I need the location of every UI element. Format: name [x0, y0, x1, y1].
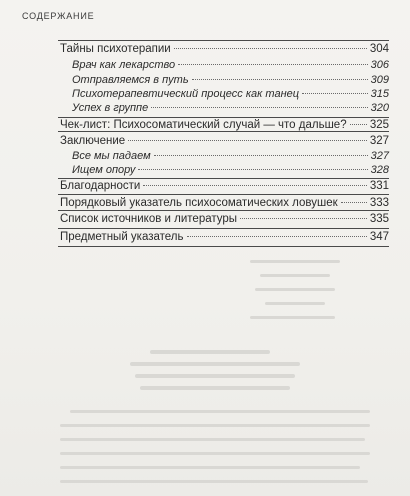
dot-leader — [154, 155, 368, 156]
toc-entry-title: Благодарности — [60, 180, 141, 192]
toc-entry[interactable] — [72, 88, 389, 100]
toc-entry-page: 327 — [370, 150, 389, 162]
toc-entry[interactable] — [72, 59, 389, 71]
toc-entry[interactable] — [72, 74, 389, 86]
toc-entry-title: Успех в группе — [72, 102, 149, 114]
toc-entry-page: 347 — [369, 231, 389, 243]
toc-entry-page: 331 — [369, 180, 389, 192]
toc-entry-title: Тайны психотерапии — [60, 43, 171, 55]
dot-leader — [174, 48, 367, 49]
dot-leader — [192, 79, 368, 80]
dot-leader — [143, 185, 367, 186]
toc-entry[interactable] — [72, 164, 389, 176]
section-rule — [58, 131, 389, 132]
section-rule — [58, 246, 389, 247]
toc-entry-page: 320 — [370, 102, 389, 114]
toc-entry[interactable] — [60, 135, 389, 147]
toc-entry[interactable] — [60, 180, 389, 192]
toc-entry-title: Отправляемся в путь — [72, 74, 189, 86]
toc-entry-page: 325 — [369, 119, 389, 131]
dot-leader — [240, 218, 367, 219]
toc-entry[interactable] — [72, 102, 389, 114]
running-header: СОДЕРЖАНИЕ — [22, 11, 95, 21]
toc-entry-title: Порядковый указатель психосоматических ловушек — [60, 197, 338, 209]
toc-entry[interactable] — [60, 119, 389, 131]
section-rule — [58, 117, 389, 118]
section-rule — [58, 178, 389, 179]
section-rule — [58, 228, 389, 229]
toc-entry-title: Психотерапевтический процесс как танец — [72, 88, 300, 100]
section-rule — [58, 194, 389, 195]
dot-leader — [128, 140, 367, 141]
toc-entry-page: 309 — [370, 74, 389, 86]
toc-entry-page: 327 — [369, 135, 389, 147]
toc-entry[interactable] — [60, 197, 389, 209]
toc-entry-title: Чек-лист: Психосоматический случай — что дальше? — [60, 119, 347, 131]
toc-entry[interactable] — [72, 150, 389, 162]
toc-entry-title: Все мы падаем — [72, 150, 151, 162]
dot-leader — [187, 236, 367, 237]
toc-entry-page: 335 — [369, 213, 389, 225]
toc-entry-page: 306 — [370, 59, 389, 71]
toc-entry-page: 333 — [369, 197, 389, 209]
toc-entry-title: Заключение — [60, 135, 126, 147]
toc-entry-title: Список источников и литературы — [60, 213, 238, 225]
toc-entry[interactable] — [60, 213, 389, 225]
dot-leader — [138, 169, 367, 170]
toc-entry[interactable] — [60, 43, 389, 55]
toc-entry-title: Врач как лекарство — [72, 59, 176, 71]
toc-entry-page: 304 — [369, 43, 389, 55]
dot-leader — [302, 93, 368, 94]
toc-entry[interactable] — [60, 231, 389, 243]
dot-leader — [341, 202, 367, 203]
toc-entry-page: 328 — [370, 164, 389, 176]
toc-entry-page: 315 — [370, 88, 389, 100]
toc-entry-title: Ищем опору — [72, 164, 136, 176]
dot-leader — [151, 107, 367, 108]
section-rule — [58, 210, 389, 211]
toc-entry-title: Предметный указатель — [60, 231, 184, 243]
dot-leader — [350, 124, 367, 125]
dot-leader — [178, 64, 367, 65]
section-rule — [58, 40, 389, 41]
